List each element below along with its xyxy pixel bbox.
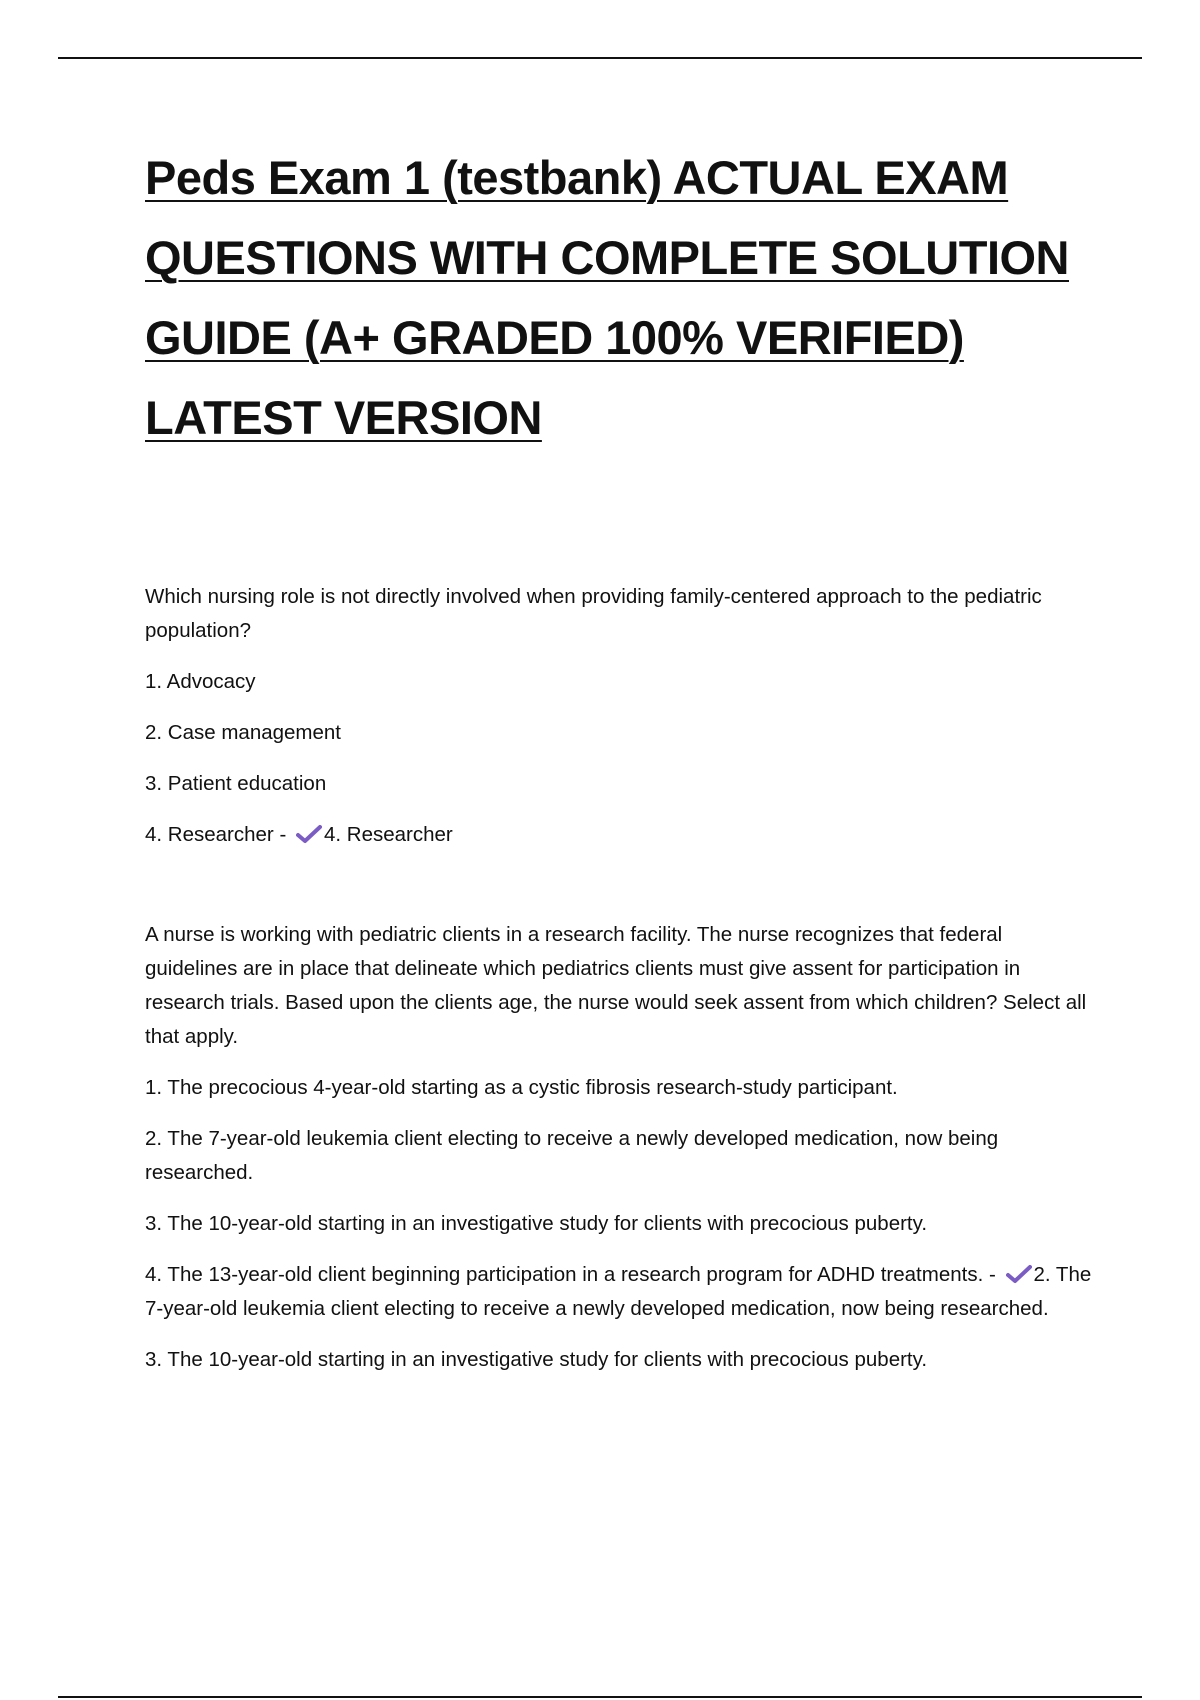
top-rule [58, 57, 1142, 59]
answer-option: 3. The 10-year-old starting in an investigative study for clients with precocious puberty. [145, 1212, 928, 1235]
correct-answer: 2. The 7-year-old leukemia client electing to receive a newly developed medication, now being researched. [145, 1263, 1092, 1320]
question-prompt: Which nursing role is not directly involved when providing family-centered approach to the pediatric population? [145, 585, 1042, 642]
bottom-rule [58, 1696, 1142, 1698]
answer-option-text: 4. The 13-year-old client beginning participation in a research program for ADHD treatments. - [145, 1263, 996, 1286]
correct-answer-continued: 3. The 10-year-old starting in an investigative study for clients with precocious puberty. [145, 1348, 928, 1371]
answer-option: 2. The 7-year-old leukemia client electing to receive a newly developed medication, now being researched. [145, 1127, 999, 1184]
document-body [145, 580, 1095, 1394]
check-icon [296, 824, 322, 844]
check-icon [1006, 1264, 1032, 1284]
answer-option: 1. Advocacy [145, 670, 256, 693]
correct-answer: 4. Researcher [323, 823, 453, 846]
question-block-2 [145, 918, 1095, 1377]
page-title: Peds Exam 1 (testbank) ACTUAL EXAM QUESTIONS WITH COMPLETE SOLUTION GUIDE (A+ GRADED 100% VERIFIED) LATEST VERSION [145, 151, 1069, 444]
answer-option-text: 4. Researcher - [145, 823, 287, 846]
answer-option-with-answer [145, 1258, 1095, 1326]
answer-option: 3. Patient education [145, 772, 327, 795]
answer-option: 2. Case management [145, 721, 342, 744]
answer-option-with-answer [145, 818, 1095, 852]
answer-option: 1. The precocious 4-year-old starting as a cystic fibrosis research-study participant. [145, 1076, 898, 1099]
question-prompt: A nurse is working with pediatric clients in a research facility. The nurse recognizes that federal guidelines are in place that delineate which pediatrics clients must give assent for participation in research trials. Based upon the clients age, the nurse would seek assent from which children? Select all that apply. [145, 923, 1087, 1048]
question-block-1 [145, 580, 1095, 852]
